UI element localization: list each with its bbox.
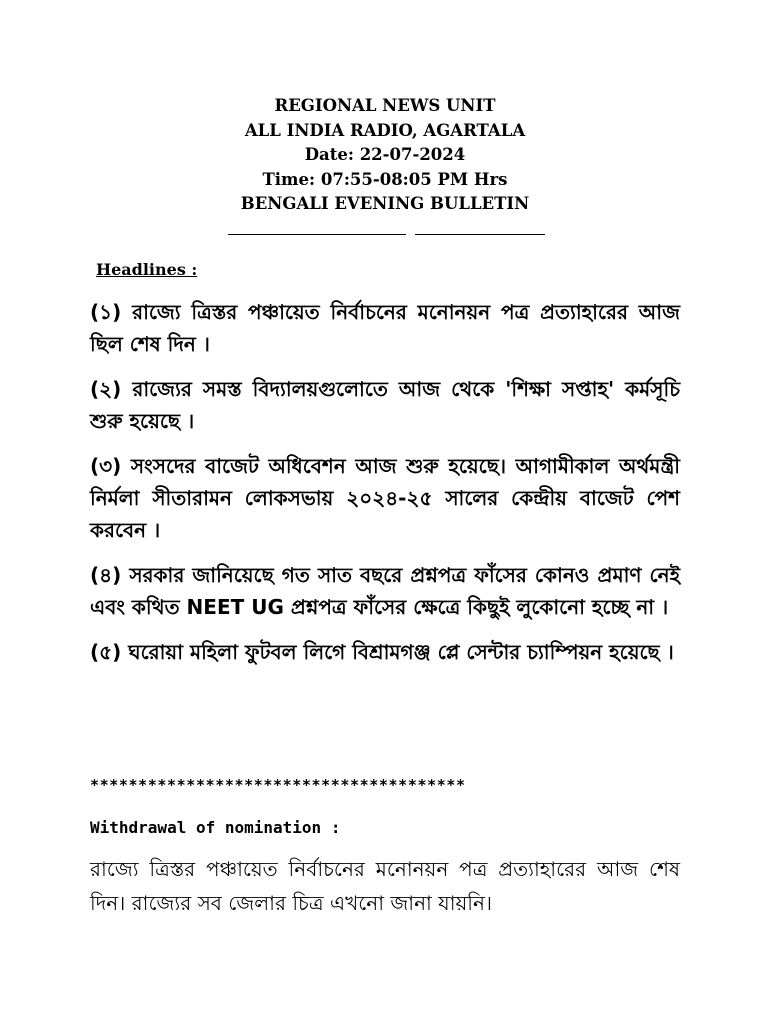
header-rule-right [415, 234, 545, 235]
headline-item: (২) রাজ্যের সমস্ত বিদ্যালয়গুলোতে আজ থেকে 'শিক্ষা সপ্তাহ' কর্মসূচি শুরু হয়েছে । [90, 377, 680, 433]
section-body: রাজ্যে ত্রিস্তর পঞ্চায়েত নির্বাচনের মনোনয়ন পত্র প্রত্যাহারের আজ শেষ দিন। রাজ্যের সব জেলার চিত্র এখনো জানা যায়নি। [90, 857, 680, 915]
headline-item: (৫) ঘরোয়া মহিলা ফুটবল লিগে বিশ্রামগঞ্জ প্লে সেন্টার চ্যাম্পিয়ন হয়েছে । [90, 640, 674, 664]
headline-item: (১) রাজ্যে ত্রিস্তর পঞ্চায়েত নির্বাচনের মনোনয়ন পত্র প্রত্যাহারের আজ ছিল শেষ দিন । [90, 300, 680, 356]
headlines-label: Headlines : [96, 260, 198, 279]
headline-item: (৩) সংসদের বাজেট অধিবেশন আজ শুরু হয়েছে। আগামীকাল অর্থমন্ত্রী নির্মলা সীতারামন লোকসভায় ২০২৪-২৫ সালের কেন্দ্রীয় বাজেট পেশ করবেন । [90, 454, 680, 542]
bulletin-title-line: BENGALI EVENING BULLETIN [240, 194, 530, 214]
headline-item: (৪) সরকার জানিয়েছে গত সাত বছরে প্রশ্নপত্র ফাঁসের কোনও প্রমাণ নেই এবং কথিত NEET UG প্রশ্নপত্র ফাঁসের ক্ষেত্রে কিছুই লুকোনো হচ্ছে না । [90, 563, 680, 619]
header-rule-left [228, 234, 406, 235]
station-line: ALL INDIA RADIO, AGARTALA [244, 120, 526, 140]
star-separator: *************************************** [90, 776, 466, 794]
section-title: Withdrawal of nomination : [90, 818, 341, 837]
bulletin-header [0, 94, 770, 217]
headlines-list [90, 296, 680, 681]
news-unit-line: REGIONAL NEWS UNIT [274, 96, 496, 115]
time-line: Time: 07:55-08:05 PM Hrs [262, 169, 508, 189]
header-rules [0, 234, 770, 236]
date-line: Date: 22-07-2024 [304, 145, 466, 165]
